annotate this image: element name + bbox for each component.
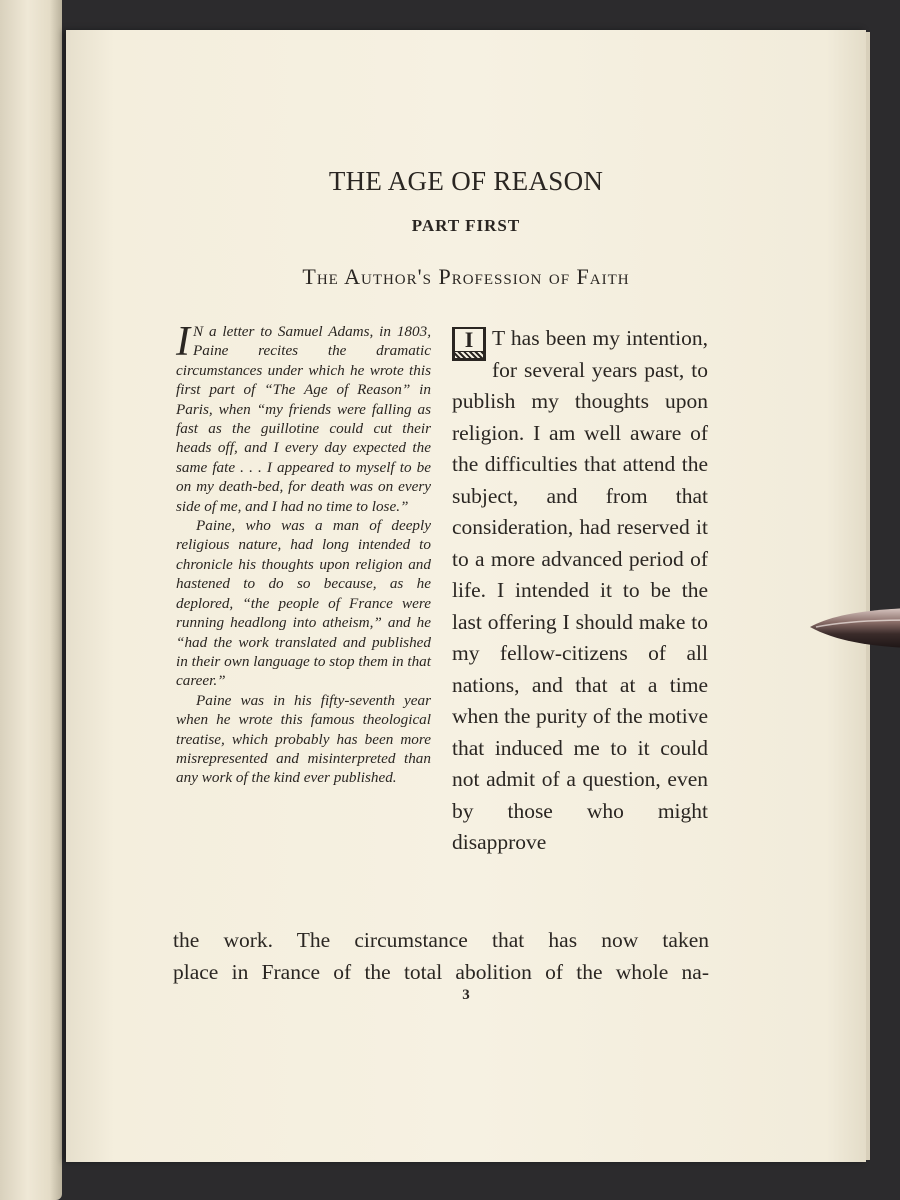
- page-content: [66, 30, 866, 1162]
- main-text-column: [452, 323, 708, 859]
- pen-tip-icon: [810, 602, 900, 654]
- left-page: [0, 0, 62, 1200]
- page-number: 3: [462, 987, 470, 1003]
- main-body-text: T has been my intention, for several years past, to publish my thoughts upon religion. I am well aware of the difficulties that attend the subject, and from that consideration, had reserved it to a more advanced period of life. I intended it to be the last offering I should make to my fellow-citizens of all nations, and that at a time when the purity of the motive that induced me to it could not admit of a question, even by those who might disapprove: [452, 326, 708, 854]
- page-edge: [866, 32, 870, 1160]
- text-line: place in France of the total abolition of the whole na-: [173, 959, 709, 984]
- sidenote-paragraph: Paine, who was a man of deeply religious nature, had long intended to chronicle his thoughts upon religion and hastened to do so because, as he deplored, “the people of France were running headlong into atheism,” and he “had the work translated and published in their own language to stop them in that career.”: [176, 517, 431, 690]
- sidenote-paragraph: [176, 319, 431, 516]
- full-width-text: [173, 925, 709, 988]
- decorative-initial: [452, 327, 486, 361]
- initial-letter: I: [455, 329, 483, 351]
- ornament-pattern-icon: [455, 352, 483, 358]
- book-title: THE AGE OF REASON: [328, 166, 604, 196]
- sidenote-paragraph: Paine was in his fifty-seventh year when he wrote this famous theological treatise, which probably has been more misrepresented and misinterpreted than any work of the kind ever published.: [176, 691, 431, 787]
- sidenote-dropcap: I: [176, 319, 190, 365]
- sidenote: [176, 319, 431, 788]
- chapter-heading: The Author's Profession of Faith: [302, 264, 630, 289]
- sidenote-paragraph-text: N a letter to Samuel Adams, in 1803, Paine recites the dramatic circumstances under which he wrote this first part of “The Age of Reason” in Paris, when “my friends were falling as fast as the guillotine could cut their heads off, and I every day expected the same fate . . . I appeared to myself to be on my death-bed, for death was on every side of me, and I had no time to lose.”: [176, 323, 431, 515]
- part-heading: PART FIRST: [411, 216, 521, 235]
- text-line: the work. The circumstance that has now taken: [173, 928, 709, 952]
